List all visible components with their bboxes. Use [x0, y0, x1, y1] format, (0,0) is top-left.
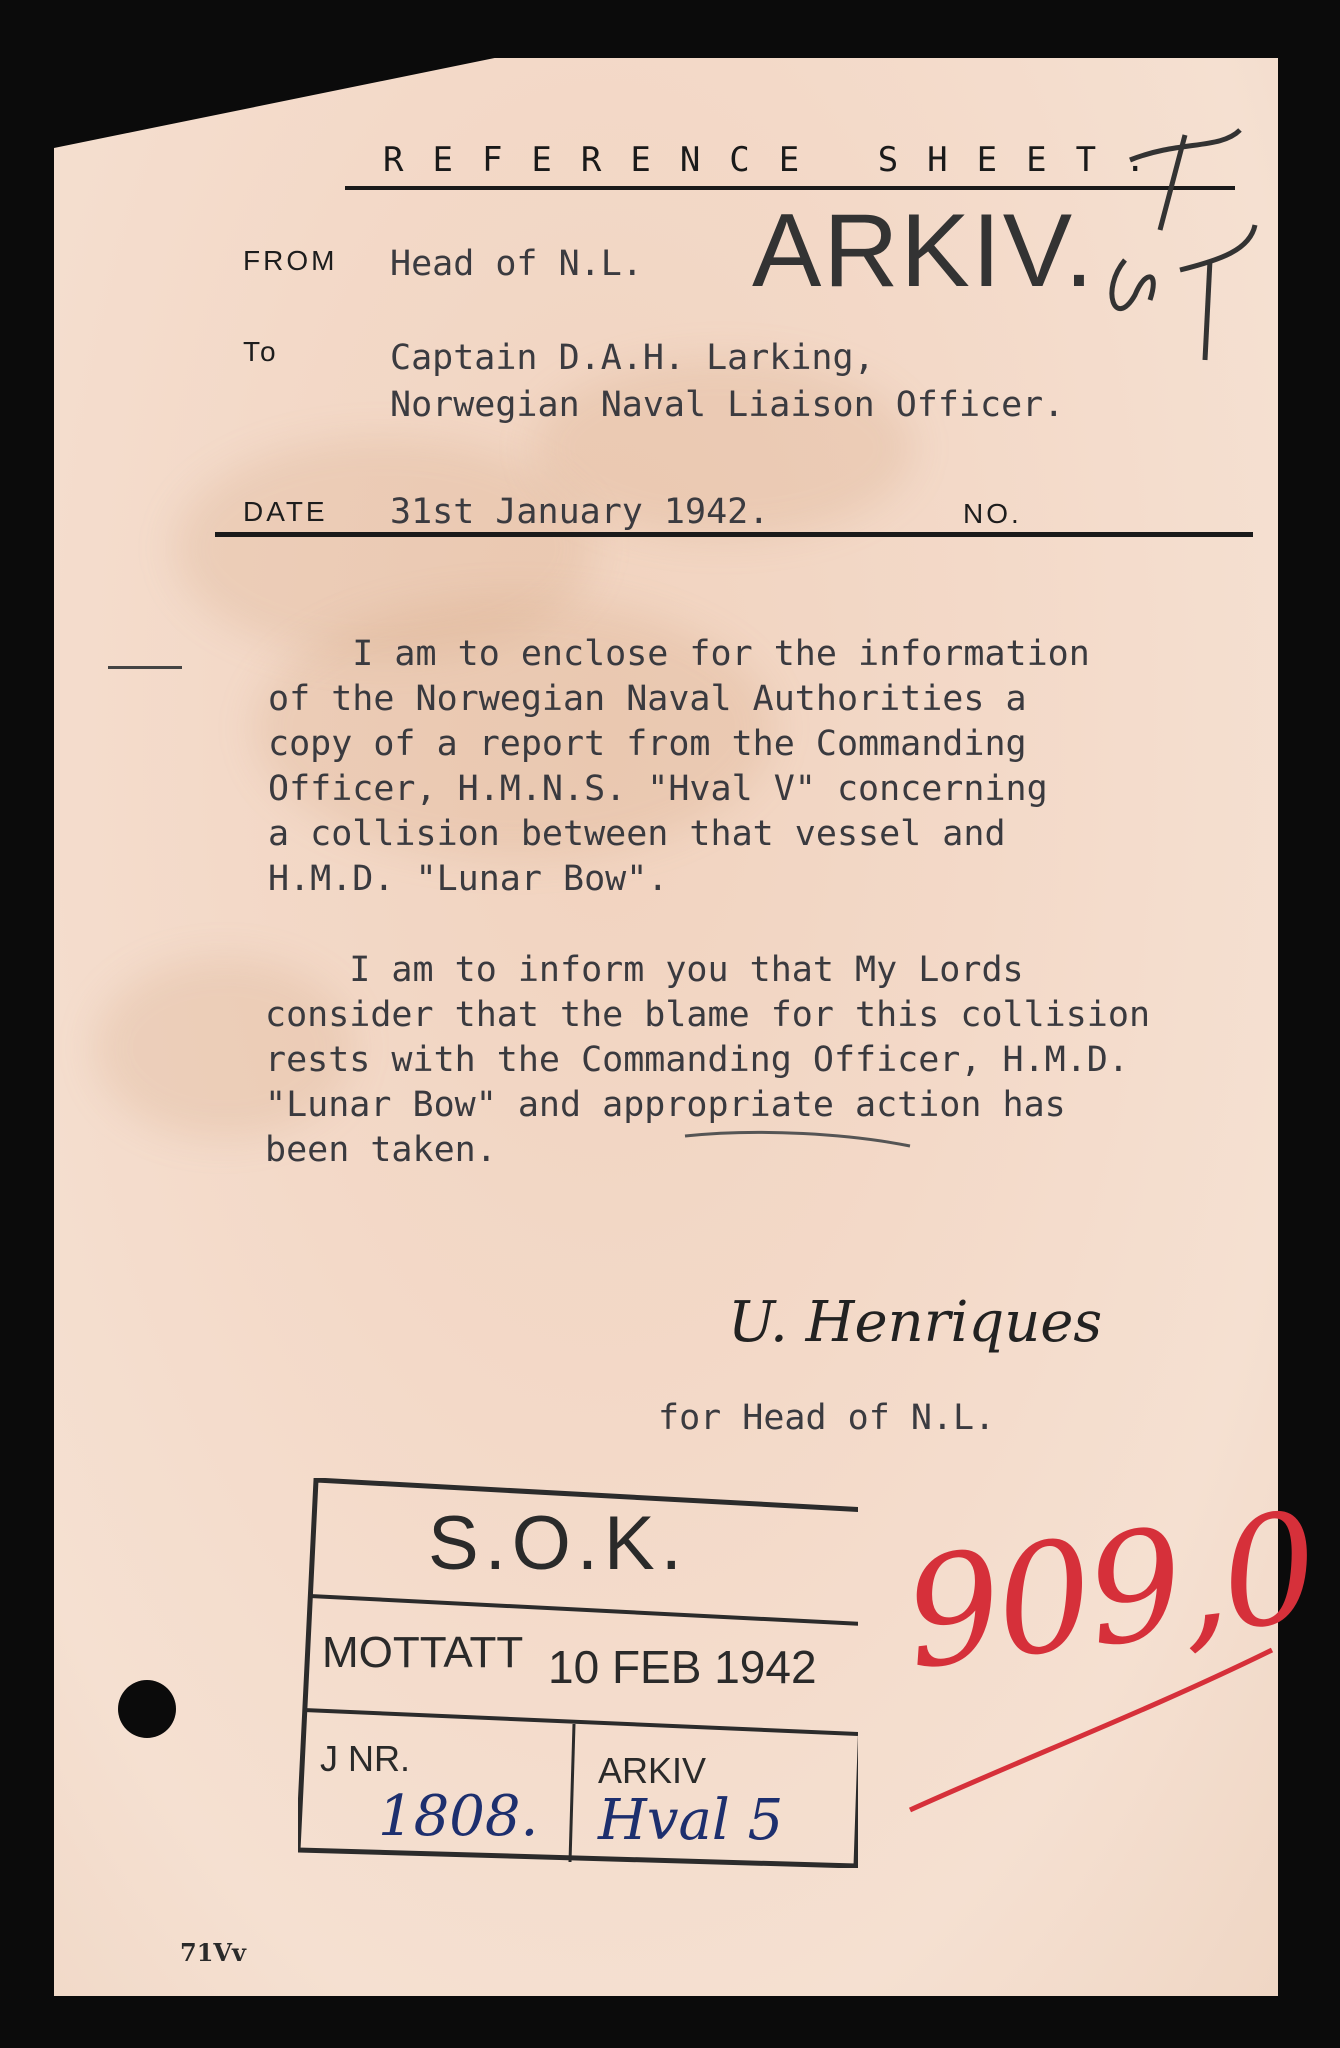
body-line: a collision between that vessel and	[268, 814, 1006, 854]
body-line: consider that the blame for this collision	[265, 995, 1151, 1035]
body-line: "Lunar Bow" and appropriate action has	[265, 1085, 1066, 1125]
body-line: been taken.	[265, 1130, 497, 1170]
from-value: Head of N.L.	[390, 244, 643, 284]
stamp-org: S.O.K.	[428, 1501, 688, 1586]
handwritten-mark-icon	[1090, 120, 1270, 370]
number-label: NO.	[963, 498, 1022, 529]
to-line-1: Captain D.A.H. Larking,	[390, 338, 875, 378]
stamp-journal-number: 1808.	[378, 1784, 539, 1849]
date-rule	[215, 532, 1253, 537]
stamp-archive-value: Hval 5	[598, 1788, 784, 1853]
date-label: DATE	[243, 496, 328, 527]
punch-hole	[118, 1680, 176, 1738]
received-stamp	[298, 1478, 858, 1868]
underline-mark	[680, 1124, 920, 1154]
stamp-journal-label: J NR.	[320, 1738, 410, 1779]
margin-dash	[108, 666, 182, 669]
from-label: FROM	[243, 245, 338, 276]
red-annotation-stroke	[900, 1620, 1280, 1820]
red-annotation-number: 909,0	[895, 1480, 1324, 1704]
body-line: rests with the Commanding Officer, H.M.D.	[265, 1040, 1129, 1080]
body-line: I am to inform you that My Lords	[265, 950, 1024, 990]
signature-title: for Head of N.L.	[658, 1398, 996, 1438]
date-value: 31st January 1942.	[390, 492, 770, 532]
body-line: copy of a report from the Commanding	[268, 724, 1027, 764]
to-line-2: Norwegian Naval Liaison Officer.	[390, 385, 1065, 425]
footer-code: 71Vv	[180, 1938, 246, 1967]
to-label: To	[243, 336, 279, 367]
archive-stamp: ARKIV.	[752, 193, 1096, 309]
signature: U. Henriques	[728, 1290, 1103, 1355]
stamp-received-date: 10 FEB 1942	[548, 1641, 817, 1693]
stamp-received-label: MOTTATT	[322, 1628, 524, 1677]
body-line: I am to enclose for the information	[268, 634, 1090, 674]
body-line: Officer, H.M.N.S. "Hval V" concerning	[268, 769, 1048, 809]
sheet-heading: REFERENCE SHEET.	[383, 140, 1175, 180]
stamp-archive-label: ARKIV	[598, 1750, 707, 1791]
body-line: of the Norwegian Naval Authorities a	[268, 679, 1027, 719]
body-line: H.M.D. "Lunar Bow".	[268, 859, 669, 899]
